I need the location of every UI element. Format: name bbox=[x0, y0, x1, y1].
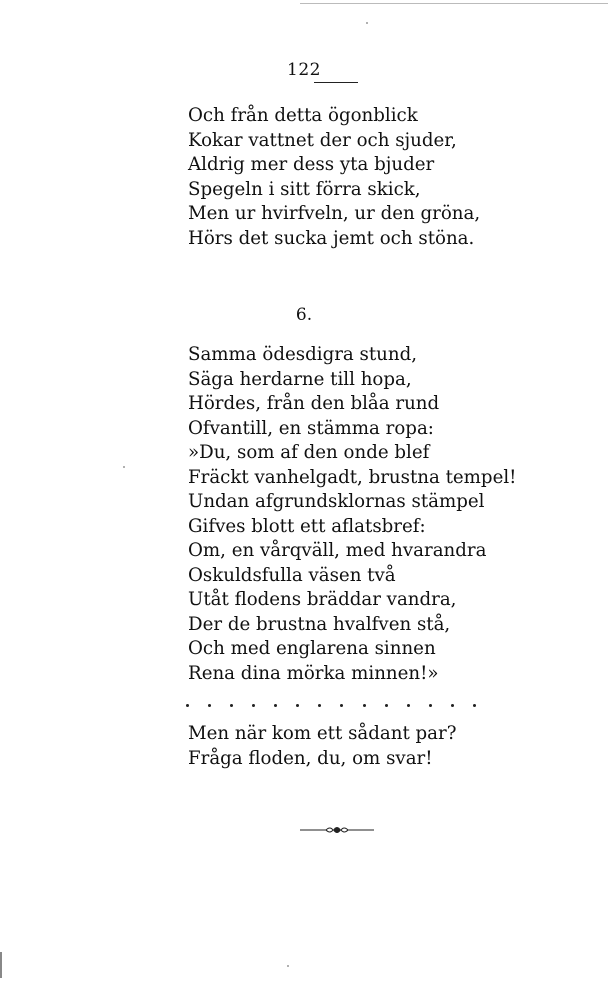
verse-line: Der de brustna hvalfven stå, bbox=[188, 613, 451, 635]
verse-line: Kokar vattnet der och sjuder, bbox=[188, 129, 457, 151]
ellipsis-dot bbox=[363, 704, 366, 707]
verse-line: Fräckt vanhelgadt, brustna tempel! bbox=[188, 466, 517, 488]
verse-line: Hörs det sucka jemt och stöna. bbox=[188, 227, 475, 249]
ellipsis-dot bbox=[429, 704, 432, 707]
verse-line: Fråga floden, du, om svar! bbox=[188, 747, 433, 769]
ellipsis-dot-row bbox=[186, 704, 476, 707]
ellipsis-dot bbox=[385, 704, 388, 707]
verse-line: Samma ödesdigra stund, bbox=[188, 344, 418, 365]
ellipsis-dot bbox=[252, 704, 255, 707]
ellipsis-dot bbox=[208, 704, 211, 707]
verse-line: Undan afgrundsklornas stämpel bbox=[188, 491, 485, 512]
verse-line: Oskuldsfulla väsen två bbox=[188, 564, 396, 586]
ellipsis-dot bbox=[340, 704, 343, 707]
ellipsis-dot bbox=[296, 704, 299, 707]
page-number-underline bbox=[314, 82, 358, 83]
stanza-3 bbox=[188, 722, 456, 771]
ellipsis-dot bbox=[274, 704, 277, 707]
ellipsis-dot bbox=[473, 704, 476, 707]
paper-speck bbox=[287, 965, 289, 967]
verse-line: Men när kom ett sådant par? bbox=[188, 723, 457, 744]
ellipsis-dot bbox=[407, 704, 410, 707]
ellipsis-dot bbox=[318, 704, 321, 707]
verse-line: Och från detta ögonblick bbox=[188, 105, 418, 126]
verse-line: Och med englarena sinnen bbox=[188, 638, 436, 659]
top-edge-rule bbox=[300, 3, 608, 4]
end-ornament-icon bbox=[300, 823, 374, 837]
ellipsis-dot bbox=[186, 704, 189, 707]
stanza-2 bbox=[188, 343, 516, 686]
stanza-1 bbox=[188, 104, 480, 251]
verse-line: Säga herdarne till hopa, bbox=[188, 368, 412, 390]
paper-speck bbox=[123, 466, 125, 468]
verse-line: Hördes, från den blåa rund bbox=[188, 393, 440, 414]
verse-line: Gifves blott ett aflatsbref: bbox=[188, 515, 426, 537]
verse-line: Men ur hvirfveln, ur den gröna, bbox=[188, 203, 481, 224]
page-edge-mark bbox=[0, 952, 2, 978]
verse-line: Aldrig mer dess yta bjuder bbox=[188, 154, 435, 175]
verse-line: Om, en vårqväll, med hvarandra bbox=[188, 540, 487, 561]
verse-line: Ofvantill, en stämma ropa: bbox=[188, 417, 434, 439]
section-number: 6. bbox=[295, 305, 313, 325]
verse-line: Spegeln i sitt förra skick, bbox=[188, 178, 421, 200]
verse-line: Utåt flodens bräddar vandra, bbox=[188, 589, 457, 610]
verse-line: Rena dina mörka minnen!» bbox=[188, 662, 439, 684]
ellipsis-dot bbox=[230, 704, 233, 707]
ellipsis-dot bbox=[451, 704, 454, 707]
verse-line: »Du, som af den onde blef bbox=[188, 442, 430, 463]
paper-speck bbox=[366, 22, 368, 24]
page-number: 122 bbox=[287, 60, 321, 80]
